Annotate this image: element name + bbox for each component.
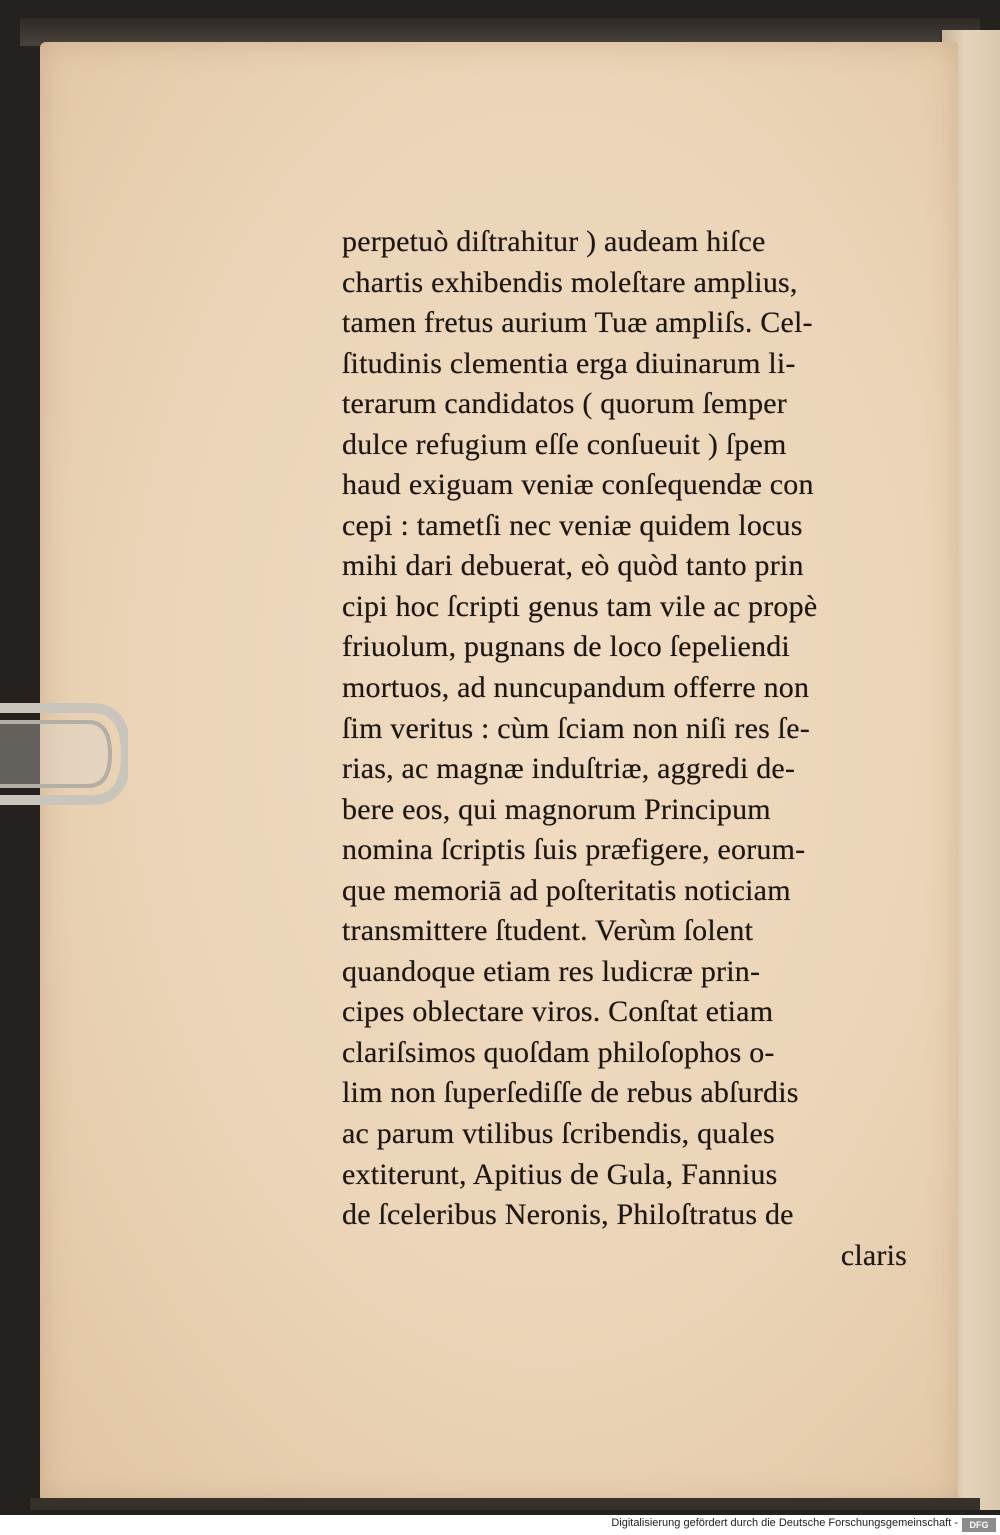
footer-bar (0, 1515, 1000, 1535)
text-line: mortuos, ad nuncupandum offerre non (342, 671, 810, 705)
funding-notice: Digitalisierung gefördert durch die Deutsche Forschungsgemeinschaft - (611, 1517, 958, 1529)
text-line: dulce refugium eſſe conſueuit ) ſpem (342, 427, 787, 461)
text-line: ſitudinis clementia erga diuinarum li- (342, 346, 796, 380)
text-line: que memoriā ad poſteritatis noticiam (342, 873, 791, 907)
text-line: lim non ſuperſediſſe de rebus abſurdis (342, 1076, 799, 1110)
text-line: clariſsimos quoſdam philoſophos o- (342, 1035, 775, 1069)
text-line: rias, ac magnæ induſtriæ, aggredi de- (342, 752, 796, 786)
text-line: perpetuò diſtrahitur ) audeam hiſce (342, 225, 766, 258)
text-line: terarum candidatos ( quorum ſemper (342, 387, 787, 421)
text-line: chartis exhibendis moleſtare amplius, (342, 265, 798, 299)
text-line: ac parum vtilibus ſcribendis, quales (342, 1117, 775, 1151)
text-line: transmittere ſtudent. Verùm ſolent (342, 914, 754, 948)
book-bottom-edge (30, 1498, 980, 1510)
text-line: de ſceleribus Neronis, Philoſtratus de (342, 1198, 794, 1232)
text-line: friuolum, pugnans de loco ſepeliendi (342, 630, 790, 664)
dfg-logo: DFG (962, 1518, 996, 1532)
paper-clip (0, 700, 128, 808)
text-line: tamen fretus aurium Tuæ ampliſs. Cel- (342, 306, 813, 340)
text-line: nomina ſcriptis ſuis præfigere, eorum- (342, 833, 806, 867)
text-line: mihi dari debuerat, eò quòd tanto prin (342, 549, 804, 583)
text-line: cipes oblectare viros. Conſtat etiam (342, 995, 774, 1029)
text-line: haud exiguam veniæ conſequendæ con (342, 468, 814, 502)
text-line: cipi hoc ſcripti genus tam vile ac propè (342, 589, 818, 623)
text-line: bere eos, qui magnorum Principum (342, 792, 771, 826)
text-block (342, 222, 907, 1276)
text-line: quandoque etiam res ludicræ prin- (342, 954, 761, 988)
text-line: extiterunt, Apitius de Gula, Fannius (342, 1157, 778, 1191)
text-line: cepi : tametſi nec veniæ quidem locus (342, 508, 803, 542)
catchword: claris (840, 1238, 907, 1272)
text-line: ſim veritus : cùm ſciam non niſi res ſe- (342, 711, 810, 745)
